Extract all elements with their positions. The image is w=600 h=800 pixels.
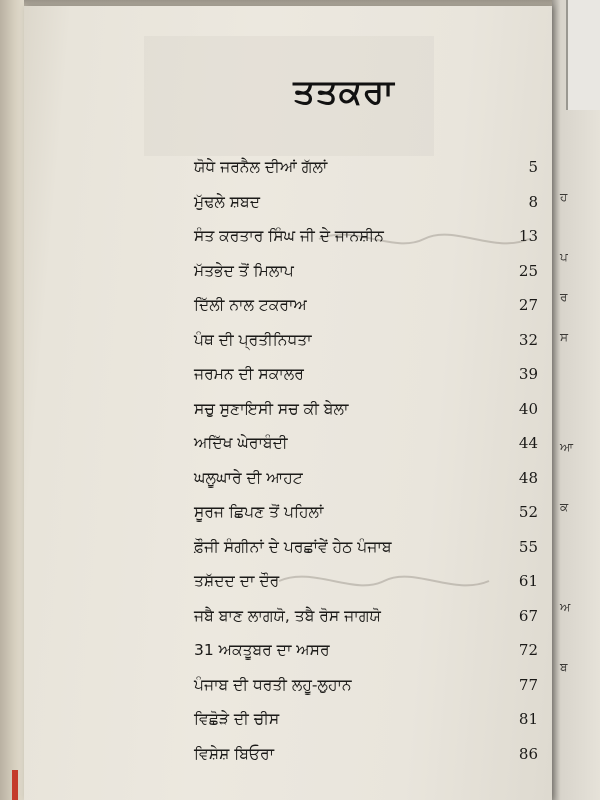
toc-entry-title: ਅਦਿੱਖ ਘੇਰਾਬੰਦੀ	[194, 434, 288, 452]
adjacent-text-fragment: ਅ	[560, 600, 571, 614]
toc-entry-title: ਯੋਧੇ ਜਰਨੈਲ ਦੀਆਂ ਗੱਲਾਂ	[194, 158, 328, 176]
toc-entry	[194, 536, 544, 571]
adjacent-text-fragment: ਕ	[560, 500, 569, 514]
adjacent-text-fragment: ਹ	[560, 190, 568, 204]
toc-entry-title: ਪੰਥ ਦੀ ਪ੍ਰਤੀਨਿਧਤਾ	[194, 330, 312, 349]
toc-entry-page-number: 67	[518, 606, 538, 625]
toc-entry-page-number: 40	[518, 399, 538, 418]
toc-entry-page-number: 5	[528, 158, 538, 176]
toc-entry	[194, 294, 544, 329]
toc-entry-page-number: 77	[518, 675, 538, 694]
toc-entry-title: 31 ਅਕਤੂਬਰ ਦਾ ਅਸਰ	[194, 641, 330, 659]
toc-entry-title: ਮੁੱਢਲੇ ਸ਼ਬਦ	[194, 192, 260, 211]
toc-entry-page-number: 27	[518, 296, 538, 314]
table-of-contents	[194, 156, 544, 777]
toc-entry-page-number: 48	[518, 468, 538, 487]
toc-entry-title: ਪੰਜਾਬ ਦੀ ਧਰਤੀ ਲਹੂ-ਲੁਹਾਨ	[194, 675, 352, 694]
toc-entry	[194, 156, 544, 191]
toc-entry-title: ਫ਼ੌਜੀ ਸੰਗੀਨਾਂ ਦੇ ਪਰਛਾਂਵੇਂ ਹੇਠ ਪੰਜਾਬ	[194, 537, 392, 556]
toc-entry	[194, 743, 544, 778]
adjacent-text-fragment: ਆ	[560, 440, 574, 454]
toc-entry	[194, 260, 544, 295]
toc-entry-title: ਜਬੈ ਬਾਣ ਲਾਗਯੋ, ਤਬੈ ਰੋਸ ਜਾਗਯੋ	[194, 606, 381, 625]
book-page	[24, 6, 552, 800]
toc-entry	[194, 570, 544, 605]
toc-entry-page-number: 39	[518, 365, 538, 383]
toc-entry	[194, 329, 544, 364]
adjacent-page	[552, 0, 600, 800]
toc-entry-title: ਸੰਤ ਕਰਤਾਰ ਸਿੰਘ ਜੀ ਦੇ ਜਾਨਸ਼ੀਨ	[194, 227, 384, 245]
toc-entry-page-number: 32	[518, 330, 538, 349]
toc-entry	[194, 363, 544, 398]
toc-entry	[194, 639, 544, 674]
toc-entry	[194, 398, 544, 433]
toc-entry-page-number: 55	[518, 537, 538, 556]
background-object	[566, 0, 600, 110]
desk-left	[0, 0, 24, 800]
toc-entry	[194, 674, 544, 709]
toc-entry	[194, 432, 544, 467]
toc-entry-page-number: 61	[518, 572, 538, 590]
toc-entry	[194, 501, 544, 536]
toc-entry-page-number: 86	[518, 744, 538, 763]
adjacent-text-fragment: ਪ	[560, 250, 568, 264]
adjacent-text-fragment: ਰ	[560, 290, 568, 304]
toc-entry	[194, 225, 544, 260]
toc-entry	[194, 467, 544, 502]
toc-entry-title: ਤਸ਼ੱਦਦ ਦਾ ਦੌਰ	[194, 572, 280, 590]
toc-entry-title: ਘਲੂਘਾਰੇ ਦੀ ਆਹਟ	[194, 468, 303, 487]
adjacent-text-fragment: ਸ	[560, 330, 568, 344]
toc-entry-title: ਜਰਮਨ ਦੀ ਸਕਾਲਰ	[194, 365, 304, 383]
red-book-edge	[12, 770, 18, 800]
toc-entry-title: ਸੂਰਜ ਛਿਪਣ ਤੋਂ ਪਹਿਲਾਂ	[194, 503, 324, 521]
toc-entry-title: ਵਿਸ਼ੇਸ਼ ਬਿਓਰਾ	[194, 744, 275, 763]
toc-entry-page-number: 8	[528, 192, 538, 211]
toc-entry-title: ਸਚੁ ਸੁਣਾਇਸੀ ਸਚ ਕੀ ਬੇਲਾ	[194, 399, 349, 418]
toc-entry-page-number: 13	[518, 227, 538, 245]
toc-entry	[194, 708, 544, 743]
toc-entry-title: ਮੱਤਭੇਦ ਤੋਂ ਮਿਲਾਪ	[194, 261, 294, 280]
page-title: ਤਤਕਰਾ	[293, 72, 395, 112]
toc-entry-page-number: 52	[518, 503, 538, 521]
toc-entry-page-number: 25	[518, 261, 538, 280]
toc-entry-title: ਦਿੱਲੀ ਨਾਲ ਟਕਰਾਅ	[194, 296, 307, 314]
toc-entry-page-number: 44	[518, 434, 538, 452]
toc-entry	[194, 191, 544, 226]
toc-entry-title: ਵਿਛੋੜੇ ਦੀ ਚੀਸ	[194, 710, 280, 728]
toc-entry	[194, 605, 544, 640]
toc-entry-page-number: 81	[518, 710, 538, 728]
toc-entry-page-number: 72	[518, 641, 538, 659]
adjacent-text-fragment: ਬ	[560, 660, 568, 674]
